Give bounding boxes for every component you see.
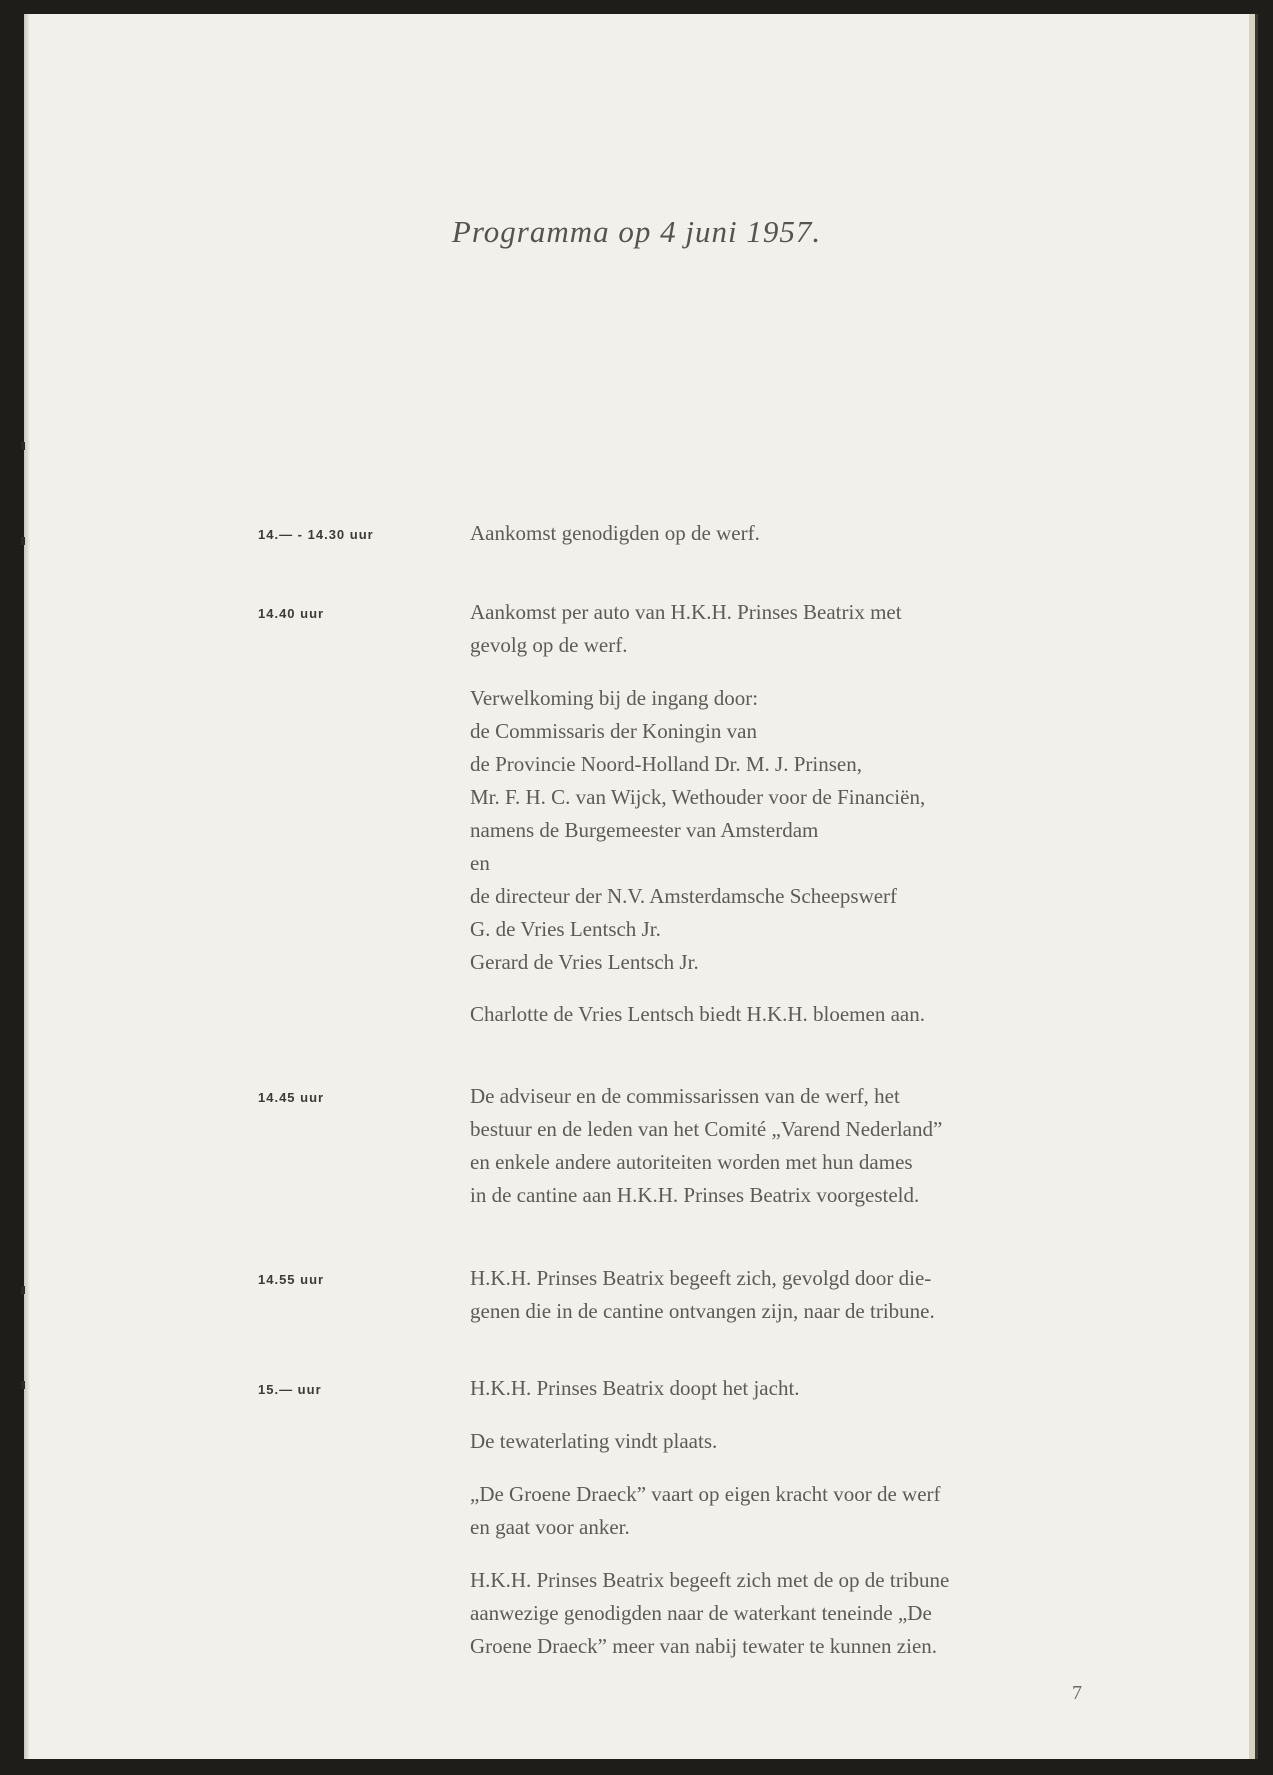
schedule-text-line: „De Groene Draeck” vaart op eigen kracht voor de werf <box>470 1482 941 1506</box>
schedule-text-line: bestuur en de leden van het Comité „Varend Nederland” <box>470 1117 943 1141</box>
schedule-text-line: de directeur der N.V. Amsterdamsche Scheepswerf <box>470 884 898 908</box>
schedule-text-line: G. de Vries Lentsch Jr. <box>470 917 661 941</box>
schedule-time: 15.— uur <box>258 1382 322 1397</box>
binding-mark <box>21 1286 25 1294</box>
schedule-text-line: gevolg op de werf. <box>470 633 628 657</box>
document-page <box>24 14 1249 1759</box>
schedule-text-line: de Provincie Noord-Holland Dr. M. J. Prinsen, <box>470 752 862 776</box>
page-number: 7 <box>1072 1682 1082 1704</box>
binding-mark <box>21 442 25 450</box>
schedule-time: 14.45 uur <box>258 1090 325 1105</box>
schedule-text-line: namens de Burgemeester van Amsterdam <box>470 818 819 842</box>
schedule-text-line: Groene Draeck” meer van nabij tewater te kunnen zien. <box>470 1634 938 1658</box>
schedule-text-line: en enkele andere autoriteiten worden met hun dames <box>470 1150 913 1174</box>
page-gutter-shadow <box>24 14 30 1759</box>
binding-mark <box>21 537 25 545</box>
schedule-text-line: H.K.H. Prinses Beatrix doopt het jacht. <box>470 1376 800 1400</box>
schedule-text-line: Charlotte de Vries Lentsch biedt H.K.H. bloemen aan. <box>470 1002 925 1026</box>
schedule-text-line: Aankomst genodigden op de werf. <box>470 521 760 545</box>
schedule-text-line: en <box>470 851 490 875</box>
schedule-text-line: H.K.H. Prinses Beatrix begeeft zich met de op de tribune <box>470 1568 950 1592</box>
schedule-text-line: en gaat voor anker. <box>470 1515 630 1539</box>
schedule-text-line: aanwezige genodigden naar de waterkant teneinde „De <box>470 1601 932 1625</box>
schedule-time: 14.40 uur <box>258 606 325 621</box>
schedule-text-line: De adviseur en de commissarissen van de werf, het <box>470 1084 900 1108</box>
schedule-text-line: genen die in de cantine ontvangen zijn, naar de tribune. <box>470 1299 935 1323</box>
page-title: Programma op 4 juni 1957. <box>451 214 822 249</box>
schedule-text-line: Gerard de Vries Lentsch Jr. <box>470 950 699 974</box>
schedule-text-line: de Commissaris der Koningin van <box>470 719 757 743</box>
schedule-text-line: Aankomst per auto van H.K.H. Prinses Beatrix met <box>470 600 902 624</box>
binding-mark <box>21 1381 25 1389</box>
schedule-time: 14.55 uur <box>258 1272 325 1287</box>
schedule-text-line: Mr. F. H. C. van Wijck, Wethouder voor de Financiën, <box>470 785 926 809</box>
schedule-text-line: Verwelkoming bij de ingang door: <box>470 686 759 710</box>
page-edge-dark <box>1255 14 1258 1759</box>
schedule-text-line: De tewaterlating vindt plaats. <box>470 1429 718 1453</box>
schedule-text-line: H.K.H. Prinses Beatrix begeeft zich, gevolgd door die- <box>470 1266 932 1290</box>
schedule-time: 14.— - 14.30 uur <box>258 527 374 542</box>
schedule-text-line: in de cantine aan H.K.H. Prinses Beatrix voorgesteld. <box>470 1183 920 1207</box>
